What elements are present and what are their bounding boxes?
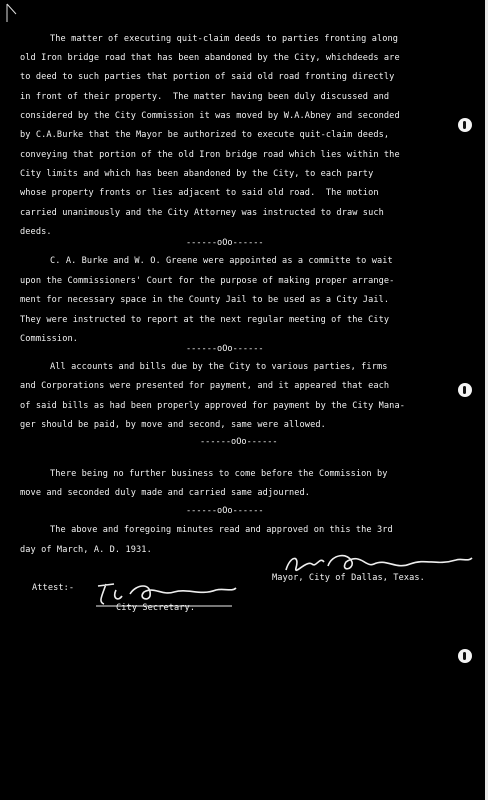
section-separator: ------oOo------ — [186, 344, 264, 354]
text-line: The matter of executing quit-claim deeds to parties fronting along — [50, 34, 399, 44]
text-line: City limits and which has been abandoned by the City, to each party — [20, 169, 374, 179]
text-line: deeds. — [20, 227, 52, 237]
attest-label: Attest:- — [32, 583, 75, 593]
text-line: ment for necessary space in the County Jail to be used as a City Jail. — [20, 295, 390, 305]
text-line: conveying that portion of the old Iron bridge road which lies within the — [20, 150, 400, 160]
text-line: Commission. — [20, 334, 79, 344]
text-line: to deed to such parties that portion of said old road fronting directly — [20, 72, 395, 82]
text-line: whose property fronts or lies adjacent to said old road. The motion — [20, 188, 379, 198]
text-line: considered by the City Commission it was moved by W.A.Abney and seconded — [20, 111, 400, 121]
text-line: in front of their property. The matter having been duly discussed and — [20, 92, 390, 102]
text-line: day of March, A. D. 1931. — [20, 545, 152, 555]
text-line: by C.A.Burke that the Mayor be authorized to execute quit-claim deeds, — [20, 130, 390, 140]
text-line: and Corporations were presented for payment, and it appeared that each — [20, 381, 390, 391]
binder-hole — [458, 383, 472, 397]
text-line: upon the Commissioners' Court for the purpose of making proper arrange- — [20, 276, 395, 286]
text-line: The above and foregoing minutes read and approved on this the 3rd — [50, 525, 393, 535]
binder-hole — [458, 118, 472, 132]
text-line: of said bills as had been properly approved for payment by the City Mana- — [20, 401, 405, 411]
text-line: There being no further business to come before the Commission by — [50, 469, 388, 479]
text-line: They were instructed to report at the next regular meeting of the City — [20, 315, 390, 325]
text-line: move and seconded duly made and carried same adjourned. — [20, 488, 311, 498]
section-separator: ------oOo------ — [186, 506, 264, 516]
text-line: ger should be paid, by move and second, same were allowed. — [20, 420, 326, 430]
section-separator: ------oOo------ — [186, 238, 264, 248]
binder-hole — [458, 649, 472, 663]
mayor-title: Mayor, City of Dallas, Texas. — [272, 573, 425, 583]
text-line: All accounts and bills due by the City to various parties, firms — [50, 362, 388, 372]
text-line: carried unanimously and the City Attorney was instructed to draw such — [20, 208, 384, 218]
section-separator: ------oOo------ — [200, 437, 278, 447]
secretary-title: City Secretary. — [116, 603, 196, 613]
text-line: C. A. Burke and W. O. Greene were appointed as a committe to wait — [50, 256, 393, 266]
text-line: old Iron bridge road that has been abandoned by the City, whichdeeds are — [20, 53, 400, 63]
corner-tick-mark — [4, 2, 20, 26]
